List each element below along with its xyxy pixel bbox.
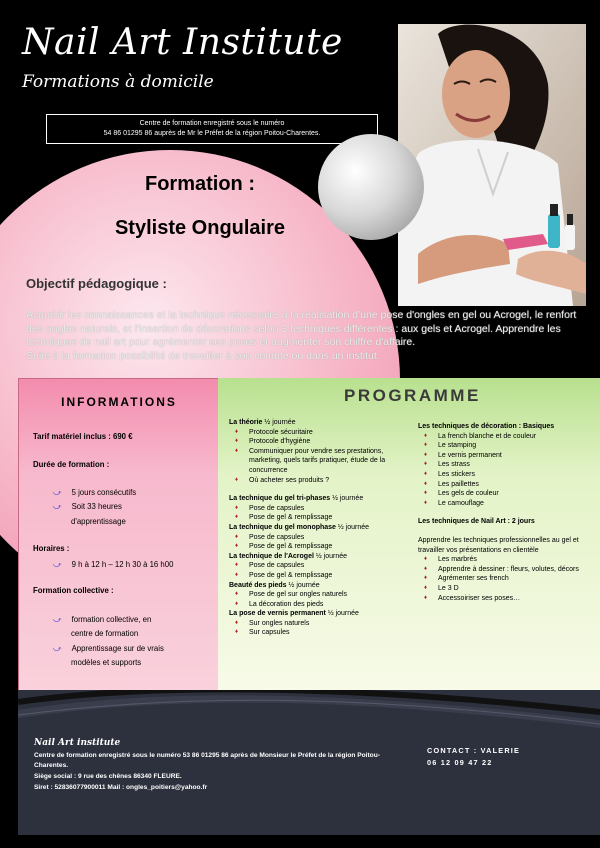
programme-item: ♦ Pose de capsules [229, 533, 399, 543]
list-item: ⤻ formation collective, en [53, 615, 152, 624]
informations-panel [18, 378, 220, 698]
page-title: Nail Art Institute [22, 22, 343, 63]
programme-item: ♦ Agrémenter ses french [418, 574, 590, 584]
programme-item: ♦ Où acheter ses produits ? [229, 476, 399, 486]
programme-item: ♦ Protocole d'hygiène [229, 437, 399, 447]
formation-label: Formation : [145, 173, 255, 195]
programme-item: ♦ Communiquer pour vendre ses prestations, marketing, quels tarifs pratiquer, étude de la concurrence [229, 447, 399, 476]
programme-item: ♦ Les paillettes [418, 480, 590, 490]
registration-line: 54 86 01295 86 auprès de Mr le Préfet de la région Poitou-Charentes. [103, 130, 321, 137]
programme-heading: La technique du gel monophase ½ journée [229, 523, 370, 531]
arrow-icon: ⤻ [53, 502, 62, 511]
programme-heading: La technique de l'Acrogel ½ journée [229, 552, 347, 560]
programme-heading: Les techniques de Nail Art : 2 jours [418, 518, 535, 526]
contact-block [427, 745, 520, 769]
programme-item: ♦ Le camouflage [418, 499, 590, 509]
footer-line: Siret : 52836077900011 Mail : ongles_poitiers@yahoo.fr [34, 784, 208, 791]
programme-spacer [229, 485, 399, 494]
programme-spacer [418, 527, 590, 536]
programme-item: ♦ Protocole sécuritaire [229, 428, 399, 438]
list-item: ⤻ 9 h à 12 h – 12 h 30 à 16 h00 [53, 560, 174, 569]
programme-item: ♦ Le stamping [418, 441, 590, 451]
footer-line: Centre de formation enregistré sous le numéro 53 86 01295 86 après de Monsieur le Préfet de la région Poitou- [34, 752, 380, 759]
programme-item: ♦ Les strass [418, 460, 590, 470]
registration-box [46, 114, 378, 144]
programme-item: ♦ Apprendre à dessiner : fleurs, volutes, décors [418, 565, 590, 575]
duree-label: Durée de formation : [33, 460, 110, 469]
programme-spacer [418, 508, 590, 517]
manicure-photo [398, 24, 586, 306]
programme-item: ♦ Accessoiriser ses poses… [418, 594, 590, 604]
programme-heading: Beauté des pieds ½ journée [229, 581, 320, 589]
programme-item: ♦ Les stickers [418, 470, 590, 480]
footer-line: Siège social : 9 rue des chênes 86340 FLEURE. [34, 773, 182, 780]
programme-item: ♦ Pose de gel sur ongles naturels [229, 590, 399, 600]
programme-heading: La pose de vernis permanent ½ journée [229, 610, 359, 618]
collective-label: Formation collective : [33, 586, 114, 595]
programme-paragraph: Apprendre les techniques professionnelles au gel et travailler vos présentations en clientèle [418, 536, 579, 554]
programme-heading: Les techniques de décoration : Basiques [418, 423, 555, 430]
arrow-icon: ⤻ [53, 560, 62, 569]
list-item: d'apprentissage [71, 517, 126, 526]
list-item: ⤻ 5 jours consécutifs [53, 488, 137, 497]
footer-line: Charentes. [34, 762, 69, 769]
objective-text [26, 309, 586, 363]
horaires-label: Horaires : [33, 544, 70, 553]
objective-title: Objectif pédagogique : [26, 276, 167, 291]
arrow-icon: ⤻ [53, 615, 62, 624]
programme-heading: La technique du gel tri-phases ½ journée [229, 495, 364, 503]
list-item: ⤻ Apprentissage sur de vrais [53, 644, 164, 653]
objective-paragraph: Suite à la formation possibilité de travailler à son compte ou dans un institut. [26, 349, 380, 362]
programme-title: PROGRAMME [344, 386, 481, 405]
programme-item: ♦ Sur capsules [229, 628, 399, 638]
list-item: centre de formation [71, 629, 139, 638]
list-item: modèles et supports [71, 658, 142, 667]
programme-item: ♦ Les marbrés [418, 555, 590, 565]
list-item: ⤻ Soit 33 heures [53, 502, 122, 511]
page-subtitle: Formations à domicile [22, 72, 214, 92]
programme-item: ♦ Pose de gel & remplissage [229, 513, 399, 523]
registration-line: Centre de formation enregistré sous le numéro [139, 120, 285, 127]
programme-item: ♦ La décoration des pieds [229, 600, 399, 610]
programme-item: ♦ Le 3 D [418, 584, 590, 594]
programme-item: ♦ Pose de capsules [229, 561, 399, 571]
programme-item: ♦ Pose de gel & remplissage [229, 542, 399, 552]
objective-paragraph: Acquérir les connaissances et la technique nécessaire à la réalisation d'une pose d'ongles en gel ou Acrogel, le renfort des ongles naturels, et l'insertion de décorations selon 3 techniques différentes : aux gels et Acrogel. Apprendre les techniques de nail art pour agrémenter ses poses et augmenter son chiffre d'affaire. [26, 309, 577, 349]
programme-item: ♦ Le vernis permanent [418, 451, 590, 461]
tarif-text: Tarif matériel inclus : 690 € [33, 432, 133, 441]
contact-phone: 06 12 09 47 22 [427, 758, 493, 767]
programme-item: ♦ Les gels de couleur [418, 489, 590, 499]
arrow-icon: ⤻ [53, 488, 62, 497]
programme-item: ♦ Sur ongles naturels [229, 619, 399, 629]
formation-name: Styliste Ongulaire [114, 217, 286, 239]
contact-label: CONTACT : VALERIE [427, 746, 521, 755]
programme-panel [218, 378, 600, 698]
informations-title: INFORMATIONS [61, 395, 177, 409]
programme-left-column [229, 418, 399, 638]
footer-brand: Nail Art institute [34, 738, 121, 748]
arrow-icon: ⤻ [53, 644, 62, 653]
programme-item: ♦ Pose de capsules [229, 504, 399, 514]
programme-item: ♦ Pose de gel & remplissage [229, 571, 399, 581]
programme-right-column [418, 422, 590, 603]
programme-item: ♦ La french blanche et de couleur [418, 432, 590, 442]
programme-heading: La théorie ½ journée [229, 419, 296, 426]
